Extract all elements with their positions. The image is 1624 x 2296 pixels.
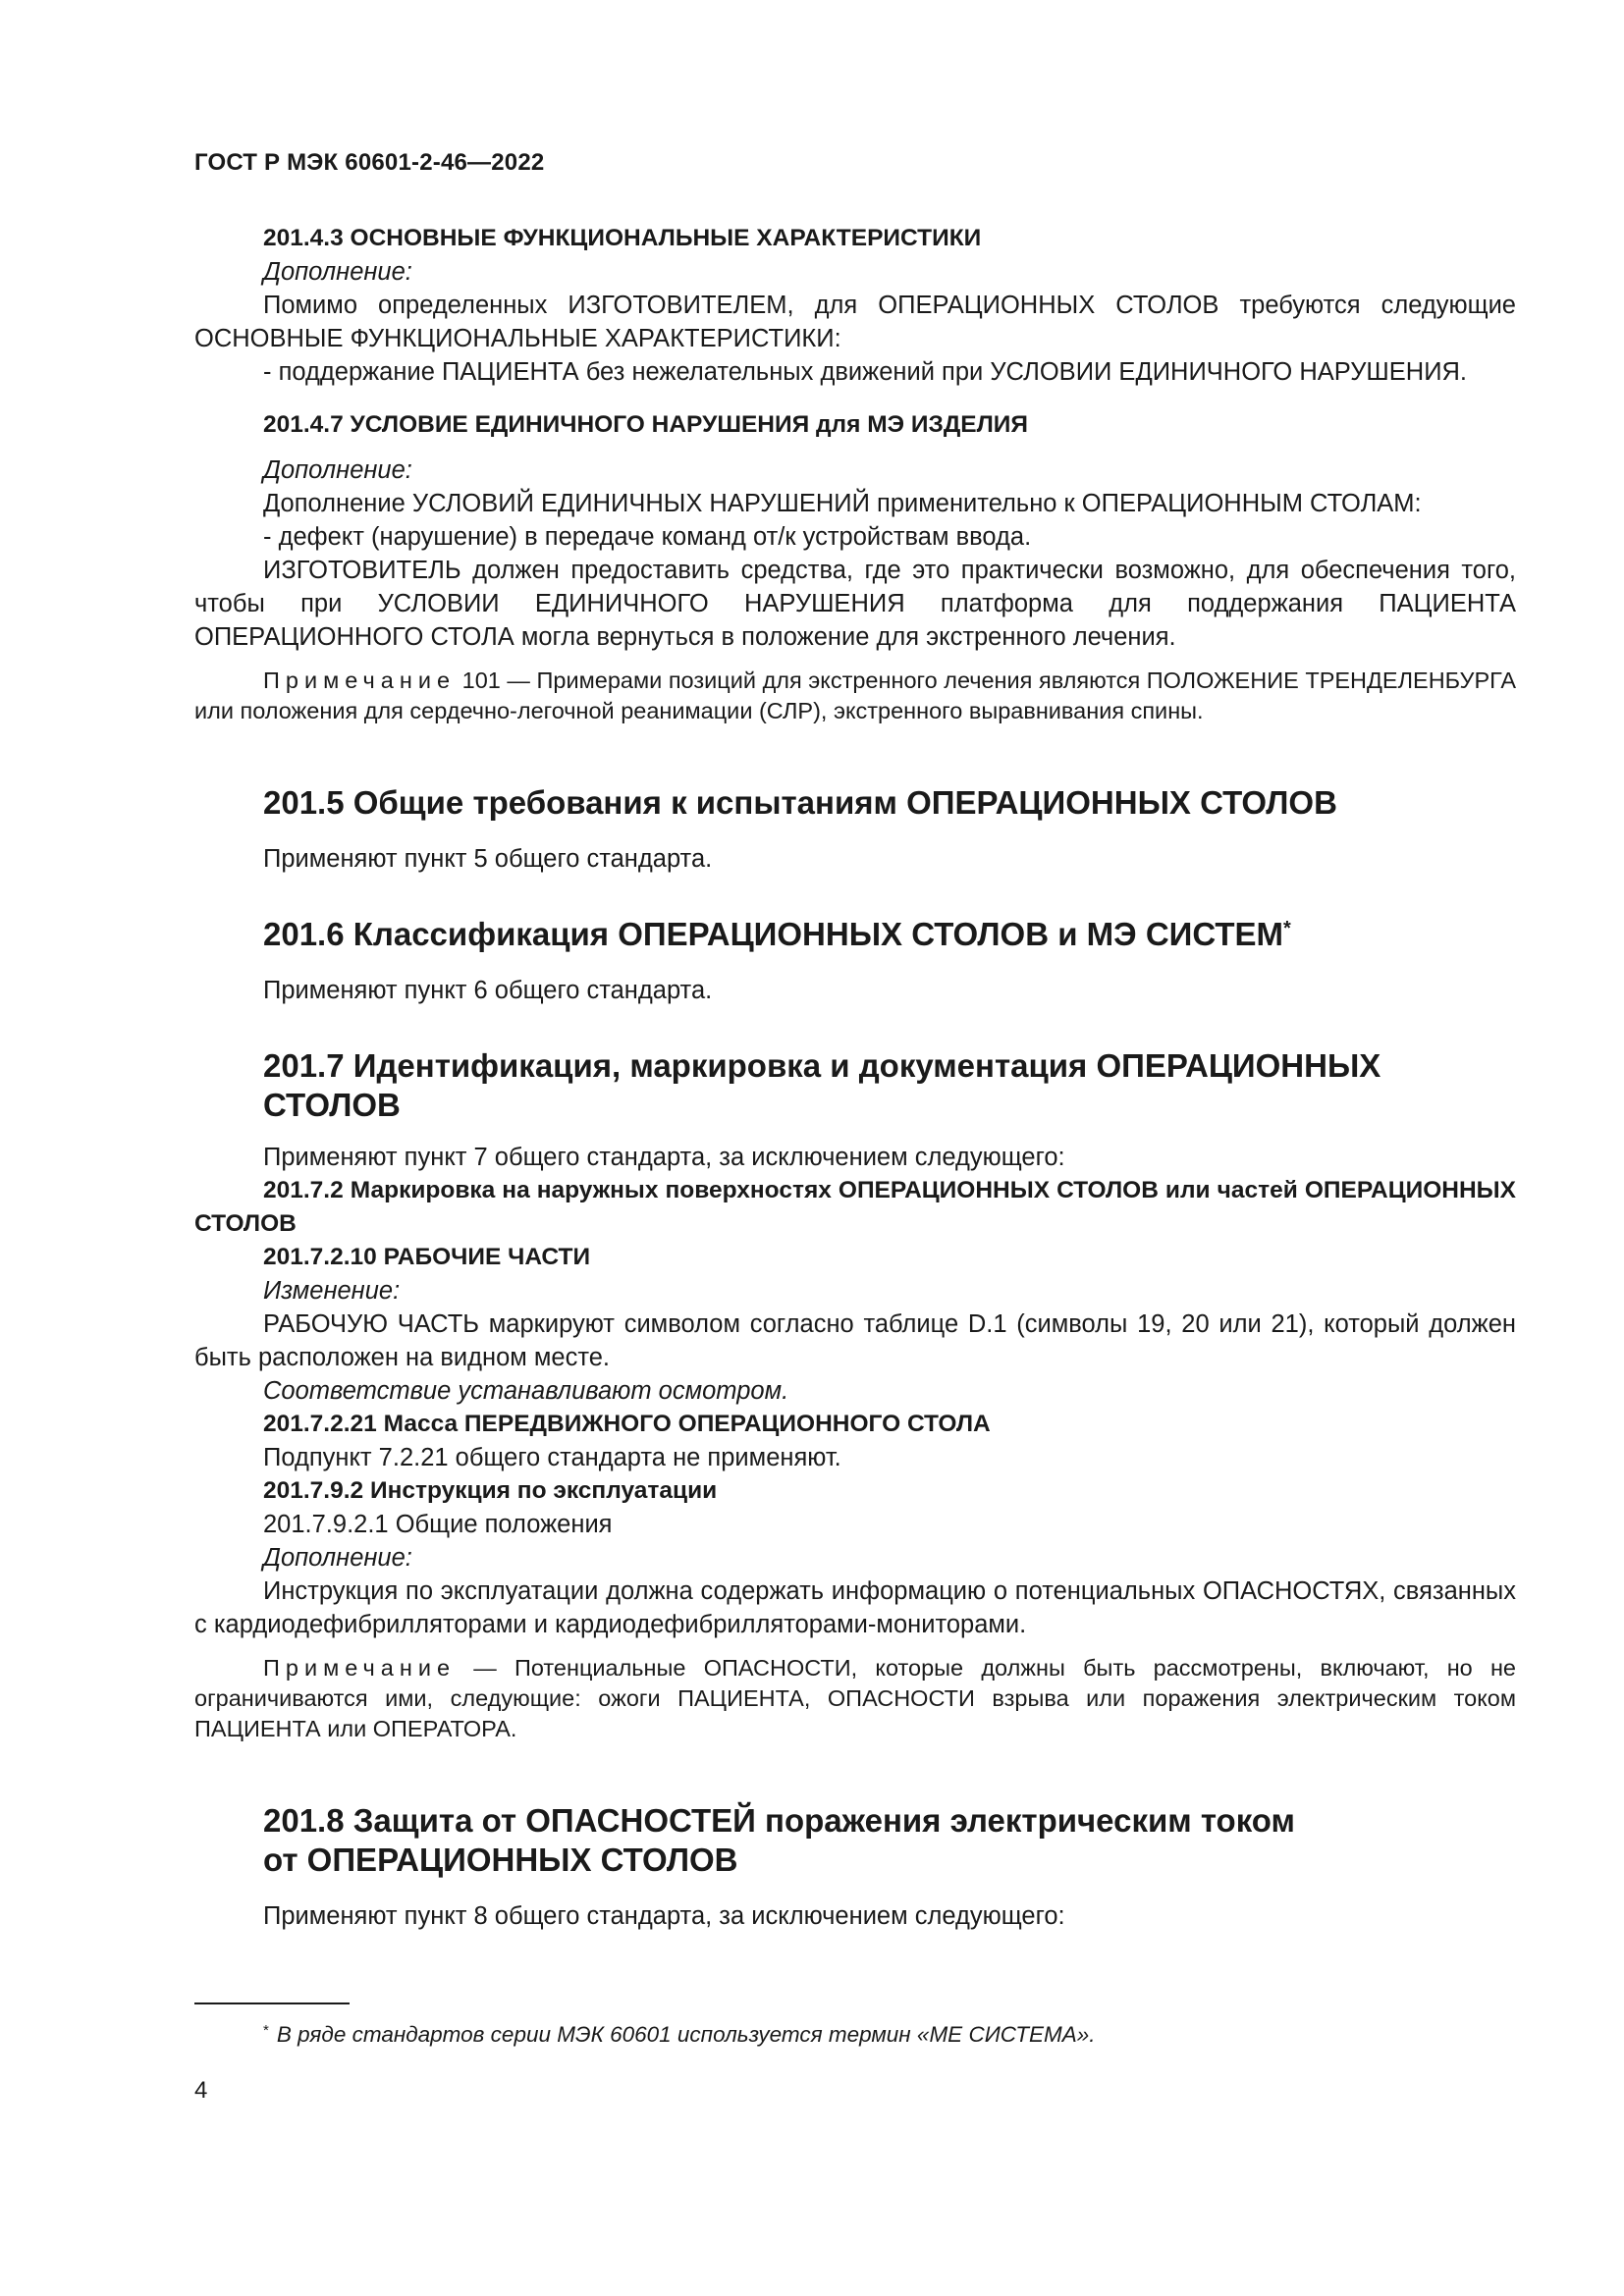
paragraph: Применяют пункт 7 общего стандарта, за исключением следующего: — [263, 1144, 1065, 1171]
note-label: Примечание — [263, 1655, 457, 1681]
section-201-8-heading-line2: от ОПЕРАЦИОННЫХ СТОЛОВ — [263, 1842, 738, 1878]
section-201-7-heading-line1: 201.7 Идентификация, маркировка и документация ОПЕРАЦИОННЫХ — [263, 1047, 1381, 1084]
conformance-text: Соответствие устанавливают осмотром. — [263, 1377, 789, 1405]
note-text: — Потенциальные ОПАСНОСТИ, которые должны быть рассмотрены, включают, но не ограничиваются ими, следующие: ожоги ПАЦИЕНТА, ОПАСНОСТИ взрыва или поражения электрическим током ПАЦИЕНТА или ОПЕРАТОРА. — [194, 1655, 1516, 1741]
footnote — [263, 2020, 1096, 2050]
addition-label: Дополнение: — [263, 258, 412, 286]
paragraph: Применяют пункт 8 общего стандарта, за исключением следующего: — [263, 1902, 1065, 1930]
note-101 — [194, 666, 1516, 726]
change-label: Изменение: — [263, 1277, 401, 1305]
footnote-mark: * — [263, 2022, 269, 2039]
paragraph: - поддержание ПАЦИЕНТА без нежелательных движений при УСЛОВИИ ЕДИНИЧНОГО НАРУШЕНИЯ. — [263, 358, 1468, 386]
paragraph: - дефект (нарушение) в передаче команд от/к устройствам ввода. — [263, 523, 1032, 551]
section-201-4-3-heading: 201.4.3 ОСНОВНЫЕ ФУНКЦИОНАЛЬНЫЕ ХАРАКТЕРИСТИКИ — [263, 225, 982, 251]
section-201-8-heading-line1: 201.8 Защита от ОПАСНОСТЕЙ поражения электрическим током — [263, 1802, 1295, 1839]
paragraph: Дополнение УСЛОВИЙ ЕДИНИЧНЫХ НАРУШЕНИЙ применительно к ОПЕРАЦИОННЫМ СТОЛАМ: — [263, 490, 1422, 517]
note-text: 101 — Примерами позиций для экстренного лечения являются ПОЛОЖЕНИЕ ТРЕНДЕЛЕНБУРГА или положения для сердечно-легочной реанимации (СЛР), экстренного выравнивания спины. — [194, 667, 1516, 723]
subsection-201-7-2-21-heading: 201.7.2.21 Масса ПЕРЕДВИЖНОГО ОПЕРАЦИОННОГО СТОЛА — [263, 1411, 991, 1437]
paragraph: Помимо определенных ИЗГОТОВИТЕЛЕМ, для ОПЕРАЦИОННЫХ СТОЛОВ требуются следующие ОСНОВНЫЕ ФУНКЦИОНАЛЬНЫЕ ХАРАКТЕРИСТИКИ: — [194, 292, 1516, 352]
footnote-text: В ряде стандартов серии МЭК 60601 используется термин «МЕ СИСТЕМА». — [276, 2022, 1096, 2047]
note-label: Примечание — [263, 667, 457, 693]
subsection-201-7-9-2-heading: 201.7.9.2 Инструкция по эксплуатации — [263, 1477, 718, 1504]
section-201-7-heading-line2: СТОЛОВ — [263, 1087, 401, 1123]
note — [194, 1653, 1516, 1744]
paragraph: Применяют пункт 6 общего стандарта. — [263, 977, 713, 1004]
page-number: 4 — [194, 2077, 208, 2104]
subsection-201-7-2-heading: 201.7.2 Маркировка на наружных поверхностях ОПЕРАЦИОННЫХ СТОЛОВ или частей ОПЕРАЦИОННЫХ СТОЛОВ — [194, 1177, 1516, 1237]
footnote-marker: * — [1283, 918, 1291, 939]
section-201-5-heading: 201.5 Общие требования к испытаниям ОПЕРАЦИОННЫХ СТОЛОВ — [263, 784, 1337, 821]
section-201-6-heading — [194, 915, 1516, 954]
section-201-6-heading-text: 201.6 Классификация ОПЕРАЦИОННЫХ СТОЛОВ и МЭ СИСТЕМ — [263, 916, 1284, 952]
paragraph: 201.7.9.2.1 Общие положения — [263, 1511, 613, 1538]
section-201-4-7-heading: 201.4.7 УСЛОВИЕ ЕДИНИЧНОГО НАРУШЕНИЯ для МЭ ИЗДЕЛИЯ — [263, 411, 1029, 438]
paragraph: Подпункт 7.2.21 общего стандарта не применяют. — [263, 1444, 841, 1471]
paragraph: ИЗГОТОВИТЕЛЬ должен предоставить средства, где это практически возможно, для обеспечения того, чтобы при УСЛОВИИ ЕДИНИЧНОГО НАРУШЕНИЯ платформа для поддержания ПАЦИЕНТА ОПЕРАЦИОННОГО СТОЛА могла вернуться в положение для экстренного лечения. — [194, 557, 1516, 651]
page-content — [194, 222, 1516, 1933]
footnote-divider — [194, 2002, 350, 2004]
document-header: ГОСТ Р МЭК 60601-2-46—2022 — [194, 149, 545, 176]
addition-label: Дополнение: — [263, 1544, 412, 1572]
paragraph: РАБОЧУЮ ЧАСТЬ маркируют символом согласно таблице D.1 (символы 19, 20 или 21), который должен быть расположен на видном месте. — [194, 1310, 1516, 1371]
addition-label: Дополнение: — [263, 456, 412, 484]
paragraph: Применяют пункт 5 общего стандарта. — [263, 845, 713, 873]
paragraph: Инструкция по эксплуатации должна содержать информацию о потенциальных ОПАСНОСТЯХ, связанных с кардиодефибрилляторами и кардиодефибрилляторами-мониторами. — [194, 1577, 1516, 1638]
subsection-201-7-2-10-heading: 201.7.2.10 РАБОЧИЕ ЧАСТИ — [263, 1244, 591, 1270]
